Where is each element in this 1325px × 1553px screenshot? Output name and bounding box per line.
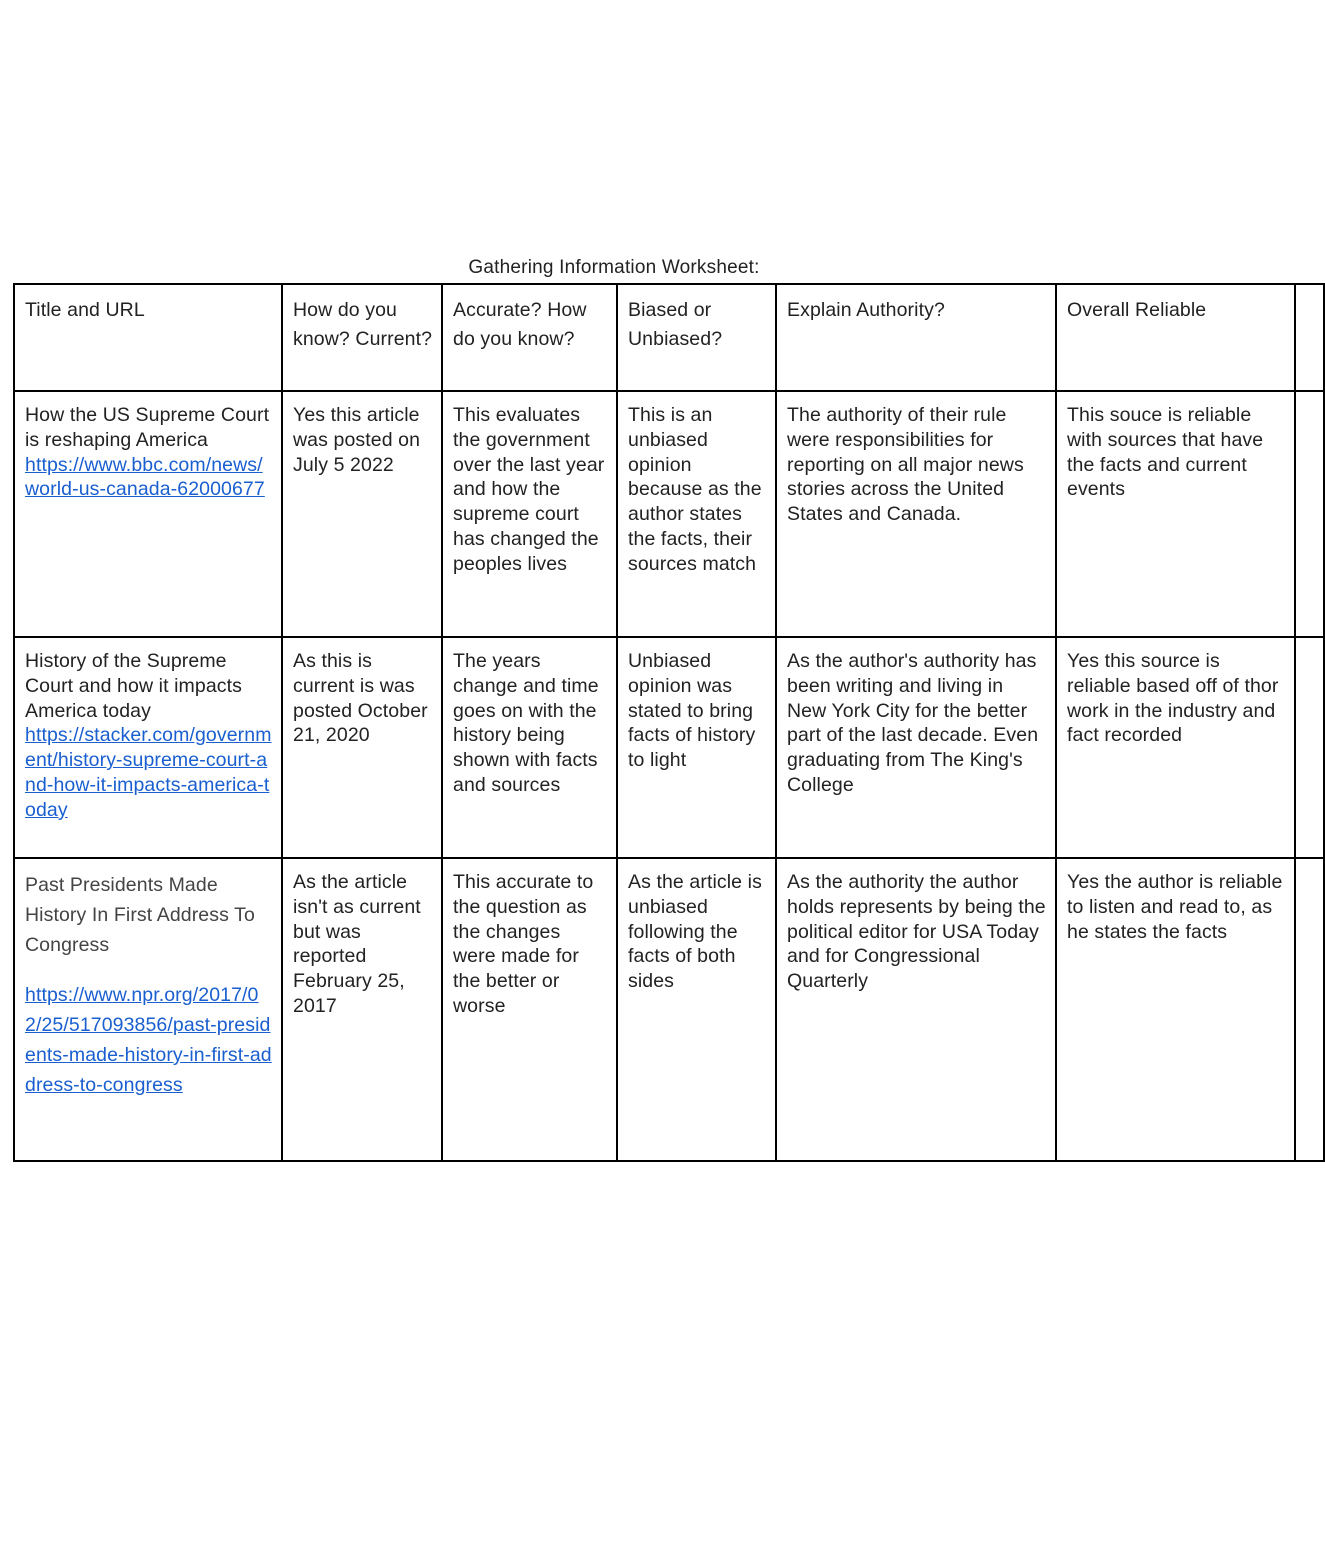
header-authority: Explain Authority?: [776, 284, 1056, 391]
cell-reliable: Yes the author is reliable to listen and read to, as he states the facts: [1056, 858, 1295, 1161]
cell-accurate: This evaluates the government over the last year and how the supreme court has changed the peoples lives: [442, 391, 617, 637]
header-title-url: Title and URL: [14, 284, 282, 391]
table-row: [14, 858, 1324, 1161]
cell-current: As this is current is was posted October 21, 2020: [282, 637, 442, 858]
cell-title-url: [14, 858, 282, 1161]
empty-column-cell: [1295, 858, 1324, 1161]
cell-bias: This is an unbiased opinion because as the author states the facts, their sources match: [617, 391, 776, 637]
source-title: How the US Supreme Court is reshaping America: [25, 404, 270, 451]
cell-bias: As the article is unbiased following the facts of both sides: [617, 858, 776, 1161]
empty-column-cell: [1295, 637, 1324, 858]
cell-current: Yes this article was posted on July 5 2022: [282, 391, 442, 637]
source-link[interactable]: https://stacker.com/government/history-supreme-court-and-how-it-impacts-america-today: [25, 724, 272, 821]
source-title: History of the Supreme Court and how it impacts America today: [25, 650, 242, 722]
cell-bias: Unbiased opinion was stated to bring facts of history to light: [617, 637, 776, 858]
worksheet-table: [13, 283, 1325, 1162]
cell-title-url: [14, 391, 282, 637]
page-title: Gathering Information Worksheet:: [468, 257, 760, 278]
table-row: [14, 637, 1324, 858]
empty-column-cell: [1295, 284, 1324, 391]
cell-title-url: [14, 637, 282, 858]
cell-accurate: The years change and time goes on with the history being shown with facts and sources: [442, 637, 617, 858]
cell-authority: As the authority the author holds represents by being the political editor for USA Today and for Congressional Quarterly: [776, 858, 1056, 1161]
empty-column-cell: [1295, 391, 1324, 637]
header-current: How do you know? Current?: [282, 284, 442, 391]
source-title: Past Presidents Made History In First Address To Congress: [25, 874, 255, 956]
cell-reliable: Yes this source is reliable based off of thor work in the industry and fact recorded: [1056, 637, 1295, 858]
cell-authority: As the author's authority has been writing and living in New York City for the better part of the last decade. Even graduating from The King's College: [776, 637, 1056, 858]
source-link[interactable]: https://www.npr.org/2017/02/25/517093856/past-presidents-made-history-in-first-address-to-congress: [25, 984, 272, 1096]
cell-authority: The authority of their rule were responsibilities for reporting on all major news stories across the United States and Canada.: [776, 391, 1056, 637]
cell-reliable: This souce is reliable with sources that have the facts and current events: [1056, 391, 1295, 637]
header-reliable: Overall Reliable: [1056, 284, 1295, 391]
table-row: [14, 391, 1324, 637]
header-accurate: Accurate? How do you know?: [442, 284, 617, 391]
source-link[interactable]: https://www.bbc.com/news/world-us-canada-62000677: [25, 453, 265, 501]
cell-accurate: This accurate to the question as the changes were made for the better or worse: [442, 858, 617, 1161]
table-header-row: [14, 284, 1324, 391]
header-bias: Biased or Unbiased?: [617, 284, 776, 391]
cell-current: As the article isn't as current but was reported February 25, 2017: [282, 858, 442, 1161]
